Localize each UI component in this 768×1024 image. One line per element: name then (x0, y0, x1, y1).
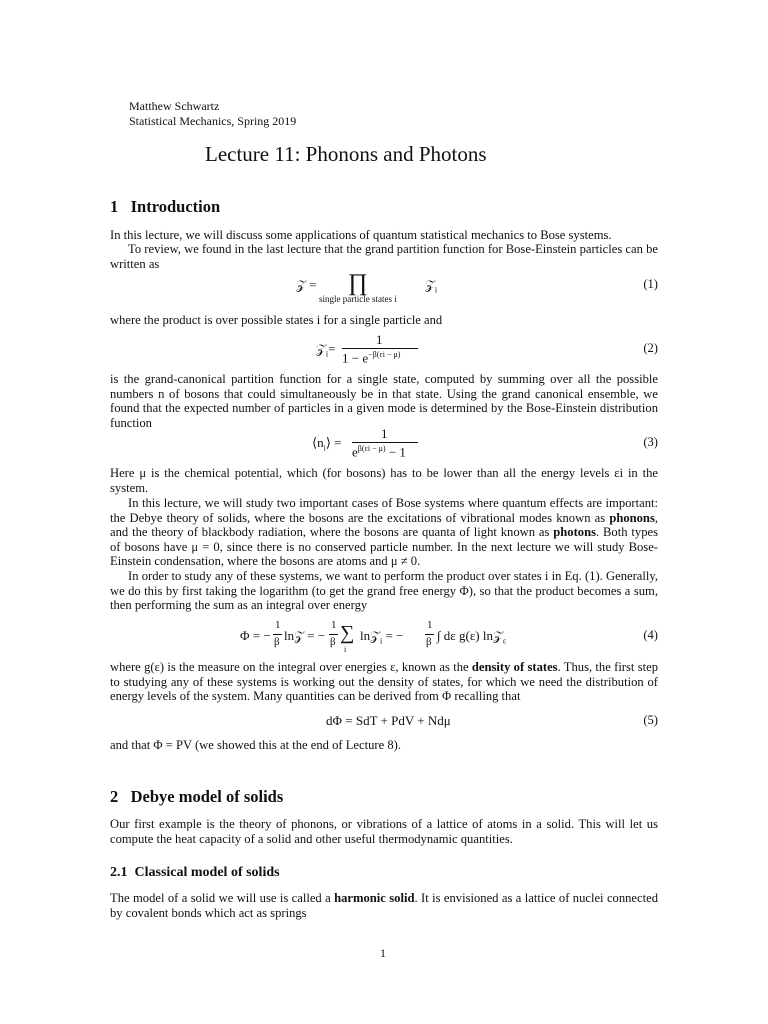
term-photons: photons (553, 525, 596, 540)
eq-denominator: $1 - e^{-\beta(\varepsilon i - \mu)}$ (342, 350, 401, 366)
paragraph: and that Φ = PV (we showed this at the end of Lecture 8). (110, 738, 401, 752)
section-1-heading (110, 197, 220, 217)
product-symbol: ∏ (348, 270, 368, 296)
sum-symbol: ∑ (340, 622, 355, 644)
subsection-title: Classical model of solids (134, 865, 280, 880)
term-harmonic-solid: harmonic solid (334, 891, 415, 905)
fraction-bar (342, 348, 418, 349)
eq-lhs: 𝒵$_i$= (316, 341, 336, 359)
subsection-number: 2.1 (110, 865, 128, 880)
eq-fraction-den: β (274, 636, 280, 648)
section-number: 2 (110, 787, 119, 806)
author-name: Matthew Schwartz (129, 99, 220, 113)
eq-fraction-num: 1 (427, 619, 433, 631)
eq-numerator: 1 (381, 426, 388, 441)
equation-number: (1) (643, 277, 658, 291)
paragraph: Our first example is the theory of phonons, or vibrations of a lattice of atoms in a solid. This will let us compute the heat capacity of a solid and other useful thermodynamic quantities. (110, 817, 658, 846)
section-2-heading (110, 787, 283, 807)
paragraph: In this lecture, we will study two important cases of Bose systems where quantum effects are important: the Debye theory of solids, where the bosons are the excitations of vibrational modes known as phonons, and the theory of blackbody radiation, where the bosons are quanta of light known as photons. Both types of bosons have μ = 0, since there is no conserved particle number. In the next lecture we will study Bose-Einstein condensation, where the bosons are atoms and μ ≠ 0. (110, 496, 658, 569)
fraction-bar (273, 634, 282, 635)
equation-number: (3) (643, 435, 658, 449)
eq-part: ln𝒵$_i$ = − (360, 628, 404, 646)
paragraph: where the product is over possible states i for a single particle and (110, 313, 443, 327)
eq-part: ln𝒵 = − (284, 628, 326, 643)
eq-fraction-den: β (426, 636, 432, 648)
eq-denominator: $e^{\beta(\varepsilon i - \mu)} - 1$ (352, 444, 406, 460)
eq-rhs: 𝒵$_i$ (425, 277, 438, 295)
subsection-2-1-heading (110, 865, 280, 881)
eq-fraction-num: 1 (275, 619, 281, 631)
paper-title: Lecture 11: Phonons and Photons (205, 142, 487, 166)
paragraph: The model of a solid we will use is called a harmonic solid. It is envisioned as a lattice of nuclei connected by covalent bonds which act as springs (110, 891, 658, 920)
fraction-bar (425, 634, 434, 635)
term-phonons: phonons (609, 510, 655, 525)
fraction-bar (329, 634, 338, 635)
eq-lhs: 𝒵 = (296, 277, 317, 292)
term-density-of-states: density of states (471, 660, 558, 674)
eq-body: dΦ = SdT + PdV + Ndμ (326, 713, 451, 728)
eq-fraction-den: β (330, 636, 336, 648)
fraction-bar (352, 442, 418, 443)
eq-lhs: $⟨n_i⟩$ = (312, 435, 342, 453)
paragraph: In this lecture, we will discuss some applications of quantum statistical mechanics to Bose systems. (110, 228, 612, 242)
paragraph: In order to study any of these systems, we want to perform the product over states i in Eq. (1). Generally, we do this by first taking the logarithm (to get the grand free energy Φ), so that the product becomes a sum, then performing the sum as an integral over energy (110, 569, 658, 613)
eq-subscript: single particle states i (319, 294, 397, 304)
paragraph: Here μ is the chemical potential, which (for bosons) has to be lower than all the energy levels εi in the system. (110, 466, 658, 495)
eq-numerator: 1 (376, 332, 383, 347)
section-number: 1 (110, 197, 119, 216)
paragraph: is the grand-canonical partition function for a single state, computed by summing over all the possible numbers n of bosons that could simultaneously be in that state. Using the grand canonical ensemble, we found that the expected number of particles in a given mode is determined by the Bose-Einstein distribution function (110, 372, 658, 430)
equation-number: (2) (643, 341, 658, 355)
eq-part: Φ = − (240, 628, 271, 643)
equation-number: (4) (643, 628, 658, 642)
page-number: 1 (380, 946, 386, 960)
paragraph: To review, we found in the last lecture that the grand partition function for Bose-Einstein particles can be written as (110, 242, 658, 271)
sum-subscript: i (344, 645, 347, 654)
section-title: Introduction (130, 197, 221, 216)
course-name: Statistical Mechanics, Spring 2019 (129, 114, 297, 128)
section-title: Debye model of solids (130, 787, 284, 806)
equation-number: (5) (643, 713, 658, 727)
eq-fraction-num: 1 (331, 619, 337, 631)
paragraph: where g(ε) is the measure on the integral over energies ε, known as the density of states. Thus, the first step to studying any of these systems is working out the density of states, for which we need the distribution of energy levels of the system. Many quantities can be derived from Φ recalling that (110, 660, 658, 704)
eq-part: ∫ dε g(ε) ln𝒵$_\varepsilon$ (437, 628, 507, 646)
